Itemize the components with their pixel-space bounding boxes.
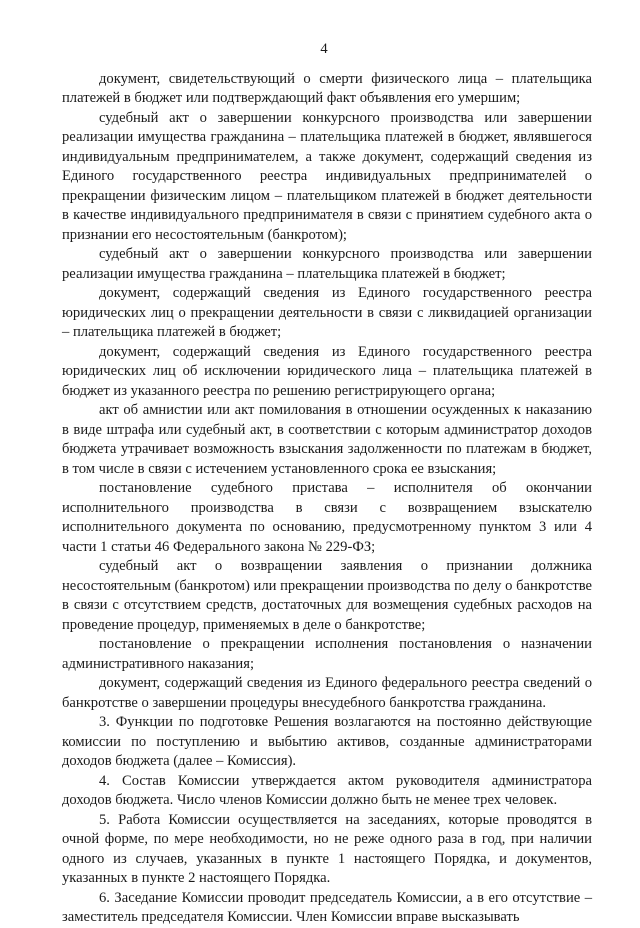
paragraph-bailiff-resolution: постановление судебного пристава – исполнителя об окончании исполнительного производства в связи с возвращением взыскателю исполнительного документа по основанию, предусмотренному пунктом 3 или 4 части 1 статьи 46 Федерального закона № 229-ФЗ; — [62, 480, 592, 555]
paragraph-item-3: 3. Функции по подготовке Решения возлагаются на постоянно действующие комиссии по поступлению и выбытию активов, созданные администраторами доходов бюджета (далее – Комиссия). — [62, 714, 592, 769]
page-number: 4 — [320, 41, 328, 57]
paragraph-registry-exclusion: документ, содержащий сведения из Единого государственного реестра юридических лиц об исключении юридического лица – плательщика платежей в бюджет из указанного реестра по решению регистрирующего органа; — [62, 343, 592, 399]
paragraph-amnesty: акт об амнистии или акт помилования в отношении осужденных к наказанию в виде штрафа или судебный акт, в соответствии с которым администратор доходов бюджета утрачивает возможность взыскания задолженности по платежам в бюджет, в том числе в связи с истечением установленного срока ее взыскания; — [62, 402, 592, 477]
paragraph-death-document: документ, свидетельствующий о смерти физического лица – плательщика платежей в бюджет или подтверждающий факт объявления его умершим; — [62, 70, 592, 106]
paragraph-bankruptcy-citizen: судебный акт о завершении конкурсного производства или завершении реализации имущества гражданина – плательщика платежей в бюджет; — [62, 246, 592, 282]
document-body — [62, 70, 592, 928]
paragraph-bankruptcy-entrepreneur: судебный акт о завершении конкурсного производства или завершении реализации имущества гражданина – плательщика платежей в бюджет, являвшегося индивидуальным предпринимателем, а также документ, содержащий сведения из Единого государственного реестра индивидуальных предпринимателей о прекращении физическим лицом – плательщиком платежей в бюджет деятельности в качестве индивидуального предпринимателя в связи с принятием судебного акта о признании его несостоятельным (банкротом); — [62, 109, 592, 243]
paragraph-item-5: 5. Работа Комиссии осуществляется на заседаниях, которые проводятся в очной форме, по мере необходимости, но не реже одного раза в год, при наличии одного из случаев, указанных в пункте 1 настоящего Порядка, и документов, указанных в пункте 2 настоящего Порядка. — [62, 811, 592, 886]
paragraph-penalty-termination: постановление о прекращении исполнения постановления о назначении административного наказания; — [62, 636, 592, 672]
document-page — [62, 40, 592, 928]
paragraph-item-6: 6. Заседание Комиссии проводит председатель Комиссии, а в его отсутствие – заместитель председателя Комиссии. Член Комиссии вправе высказывать — [62, 889, 592, 925]
paragraph-extrajudicial-bankruptcy: документ, содержащий сведения из Единого федерального реестра сведений о банкротстве о завершении процедуры внесудебного банкротства гражданина. — [62, 675, 592, 711]
paragraph-item-4: 4. Состав Комиссии утверждается актом руководителя администратора доходов бюджета. Число членов Комиссии должно быть не менее трех человек. — [62, 772, 592, 808]
paragraph-application-return: судебный акт о возвращении заявления о признании должника несостоятельным (банкротом) или прекращении производства по делу о банкротстве в связи с отсутствием средств, достаточных для возмещения судебных расходов на проведение процедур, применяемых в деле о банкротстве; — [62, 558, 592, 633]
paragraph-liquidation: документ, содержащий сведения из Единого государственного реестра юридических лиц о прекращении деятельности в связи с ликвидацией организации – плательщика платежей в бюджет; — [62, 285, 592, 340]
